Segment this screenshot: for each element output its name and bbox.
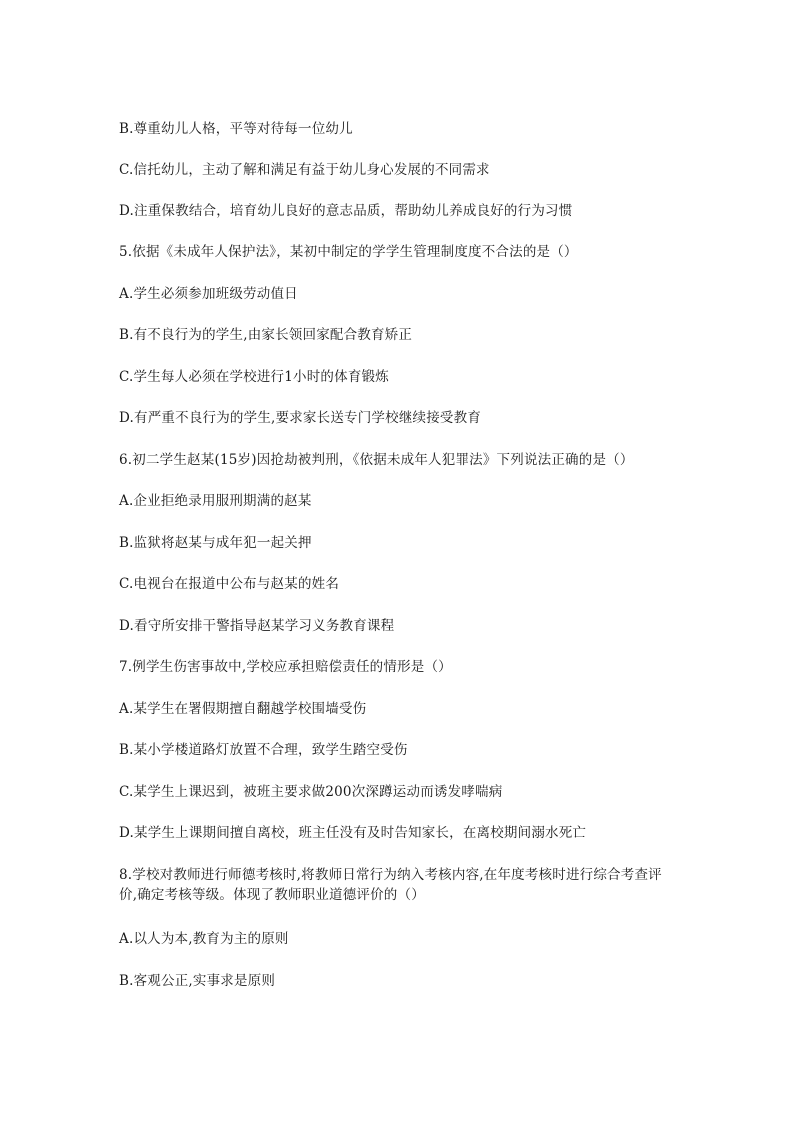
question-5: 5.依据《未成年人保护法》，某初中制定的学学生管理制度度不合法的是（） <box>119 244 578 260</box>
option-d-line: D.看守所安排干警指导赵某学习义务教育课程 <box>119 618 395 634</box>
option-b-line: B.有不良行为的学生,由家长领回家配合教育矫正 <box>119 327 413 343</box>
option-b-line: B.尊重幼儿人格，平等对待每一位幼儿 <box>119 121 353 137</box>
option-c-line: C.学生每人必须在学校进行1小时的体育锻炼 <box>119 369 389 385</box>
option-c-line: C.信托幼儿，主动了解和满足有益于幼儿身心发展的不同需求 <box>119 162 490 178</box>
option-d-line: D.某学生上课期间擅自离校，班主任没有及时告知家长，在离校期间溺水死亡 <box>119 825 587 841</box>
option-c-line: C.电视台在报道中公布与赵某的姓名 <box>119 576 340 592</box>
option-a-line: A.以人为本,教育为主的原则 <box>119 931 289 947</box>
option-d-line: D.注重保教结合，培育幼儿良好的意志品质，帮助幼儿养成良好的行为习惯 <box>119 203 573 219</box>
question-7: 7.例学生伤害事故中,学校应承担赔偿责任的情形是（） <box>119 659 452 675</box>
question-8: 8.学校对教师进行师德考核时,将教师日常行为纳入考核内容,在年度考核时进行综合考查评价,确定考核等级。体现了教师职业道德评价的（） <box>119 867 662 903</box>
option-b-line: B.某小学楼道路灯放置不合理，致学生踏空受伤 <box>119 742 408 758</box>
option-a-line: A.企业拒绝录用服刑期满的赵某 <box>119 493 312 509</box>
option-a-line: A.某学生在署假期擅自翻越学校围墙受伤 <box>119 701 367 717</box>
option-b-line: B.监狱将赵某与成年犯一起关押 <box>119 535 312 551</box>
question-6: 6.初二学生赵某(15岁)因抢劫被判刑，《依据未成年人犯罪法》下列说法正确的是（） <box>119 452 634 468</box>
option-a-line: A.学生必须参加班级劳动值日 <box>119 286 298 302</box>
option-b-line: B.客观公正,实事求是原则 <box>119 973 276 989</box>
option-c-line: C.某学生上课迟到，被班主要求做200次深蹲运动而诱发哮喘病 <box>119 784 503 800</box>
option-d-line: D.有严重不良行为的学生,要求家长送专门学校继续接受教育 <box>119 410 482 426</box>
